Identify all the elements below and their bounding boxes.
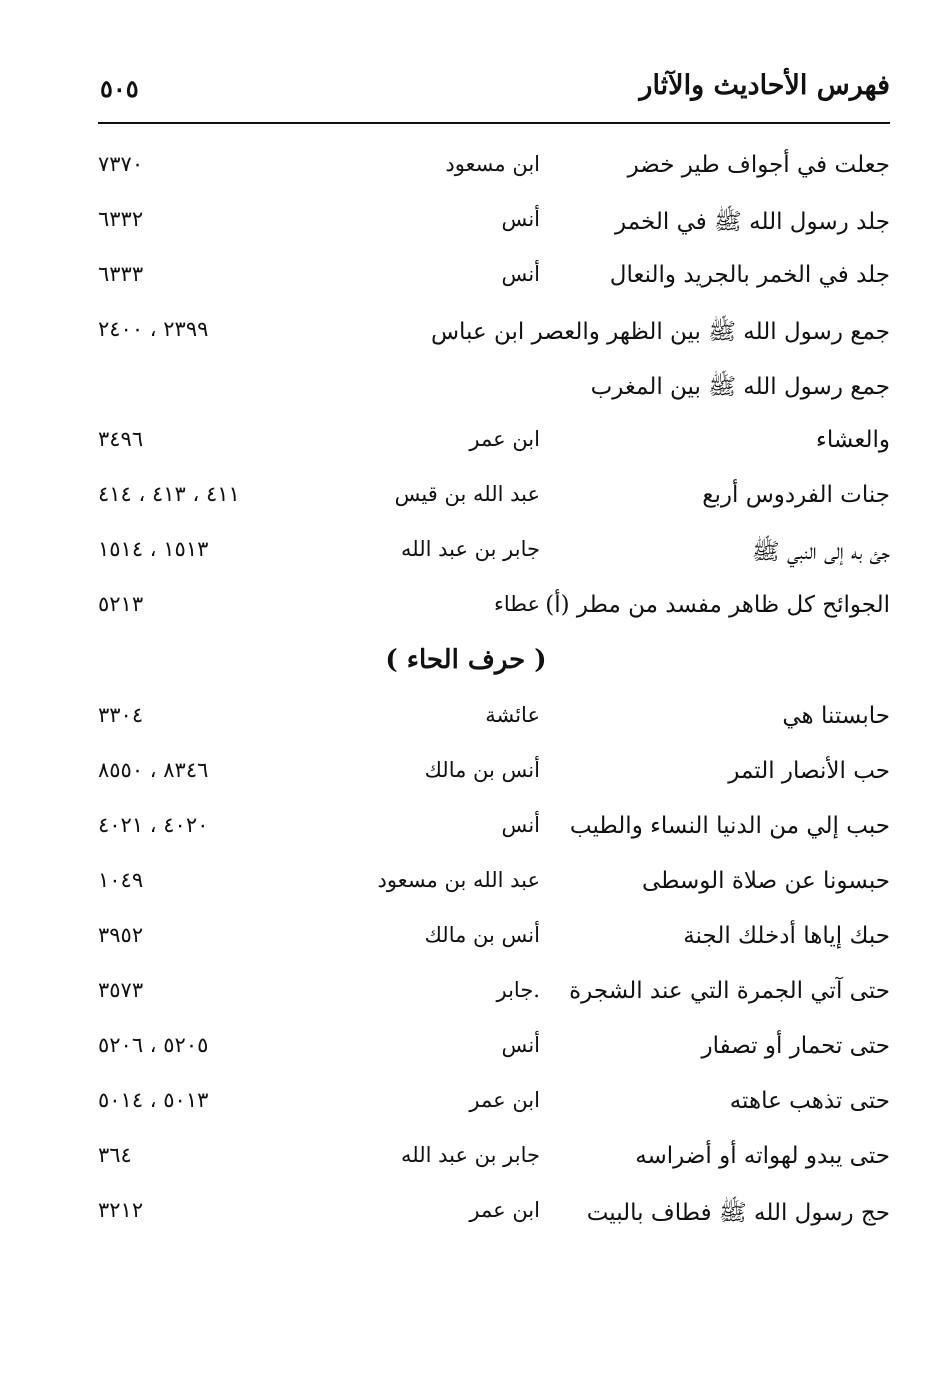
hadith-refs: ٣٤٩٦ [98, 427, 144, 451]
index-entry [0, 913, 932, 968]
hadith-refs: ٣٩٥٢ [98, 923, 144, 947]
hadith-text: حتى تحمار أو تصفار [701, 1033, 890, 1059]
hadith-refs: ٧٣٧٠ [98, 152, 144, 176]
hadith-refs: ٥٢٠٥ ، ٥٢٠٦ [98, 1033, 209, 1057]
hadith-refs: ٣٥٧٣ [98, 978, 144, 1002]
index-entry [0, 1188, 932, 1243]
hadith-refs: ٣٦٤ [98, 1143, 132, 1167]
hadith-refs: ١٥١٣ ، ١٥١٤ [98, 537, 209, 561]
index-entry [0, 362, 932, 417]
section-heading [0, 637, 932, 693]
index-entry [0, 417, 932, 472]
index-entry [0, 858, 932, 913]
narrator-name: أنس [501, 207, 540, 231]
narrator-name: عطاء [493, 592, 540, 616]
section-title: ( حرف الحاء ) [385, 645, 547, 675]
hadith-refs: ٥٢١٣ [98, 592, 144, 616]
index-entry [0, 693, 932, 748]
hadith-text: جمع رسول الله ﷺ بين الظهر والعصر ابن عباس [430, 319, 890, 345]
hadith-refs: ٦٣٣٣ [98, 262, 144, 286]
index-entry [0, 803, 932, 858]
running-title: فهرس الأحاديث والآثار [639, 70, 890, 101]
index-entry [0, 142, 932, 197]
hadith-text: الجوائح كل ظاهر مفسد من مطر (أ) [545, 592, 890, 618]
hadith-refs: ٥٠١٣ ، ٥٠١٤ [98, 1088, 209, 1112]
hadith-refs: ٨٣٤٦ ، ٨٥٥٠ [98, 758, 209, 782]
hadith-text: حبسونا عن صلاة الوسطى [641, 868, 890, 894]
hadith-text: جلد رسول الله ﷺ في الخمر [615, 209, 890, 235]
hadith-text: جمع رسول الله ﷺ بين المغرب [590, 374, 890, 400]
index-entry [0, 197, 932, 252]
page-header [98, 62, 890, 124]
narrator-name: عائشة [485, 703, 540, 727]
narrator-name: ابن مسعود [445, 152, 540, 176]
index-entry [0, 472, 932, 527]
page-number: ٥٠٥ [100, 74, 139, 103]
hadith-refs: ٣٢١٢ [98, 1198, 144, 1222]
narrator-name: أنس [501, 262, 540, 286]
hadith-refs: ٦٣٣٢ [98, 207, 144, 231]
hadith-text: جئ به إلى النبي ﷺ [751, 539, 890, 565]
hadith-text: حبك إياها أدخلك الجنة [683, 923, 890, 949]
narrator-name: جابر بن عبد الله [400, 537, 540, 561]
narrator-name: جابر بن عبد الله [400, 1143, 540, 1167]
hadith-text: والعشاء [816, 427, 890, 453]
narrator-name: ابن عمر [469, 1088, 540, 1112]
hadith-refs: ١٠٤٩ [98, 868, 144, 892]
hadith-refs: ٤١١ ، ٤١٣ ، ٤١٤ [98, 482, 240, 506]
narrator-name: أنس بن مالك [424, 923, 540, 947]
hadith-text: حبب إلي من الدنيا النساء والطيب [569, 813, 890, 839]
hadith-text: حتى آتي الجمرة التي عند الشجرة [569, 978, 890, 1004]
index-entry [0, 748, 932, 803]
hadith-text: حتى تذهب عاهته [729, 1088, 890, 1114]
hadith-refs: ٢٣٩٩ ، ٢٤٠٠ [98, 317, 209, 341]
hadith-text: حج رسول الله ﷺ فطاف بالبيت [586, 1200, 890, 1226]
hadith-refs: ٣٣٠٤ [98, 703, 144, 727]
index-entry [0, 527, 932, 582]
index-entry [0, 307, 932, 362]
hadith-text: جنات الفردوس أربع [702, 482, 890, 508]
narrator-name: أنس [501, 1033, 540, 1057]
narrator-name: أنس بن مالك [424, 758, 540, 782]
hadith-text: جعلت في أجواف طير خضر [627, 152, 890, 178]
index-entry [0, 252, 932, 307]
index-entry [0, 1133, 932, 1188]
narrator-name: عبد الله بن قيس [394, 482, 540, 506]
index-entry [0, 1023, 932, 1078]
hadith-text: جلد في الخمر بالجريد والنعال [609, 262, 890, 288]
index-entry [0, 582, 932, 637]
hadith-text: حب الأنصار التمر [728, 758, 890, 784]
narrator-name: أنس [501, 813, 540, 837]
hadith-index-list [0, 142, 932, 1243]
narrator-name: ابن عمر [469, 1198, 540, 1222]
index-entry [0, 1078, 932, 1133]
hadith-text: حتى يبدو لهواته أو أضراسه [635, 1143, 890, 1169]
narrator-name: عبد الله بن مسعود [377, 868, 540, 892]
hadith-text: حابستنا هي [782, 703, 890, 729]
index-entry [0, 968, 932, 1023]
hadith-refs: ٤٠٢٠ ، ٤٠٢١ [98, 813, 209, 837]
narrator-name: .جابر [496, 978, 540, 1002]
narrator-name: ابن عمر [469, 427, 540, 451]
